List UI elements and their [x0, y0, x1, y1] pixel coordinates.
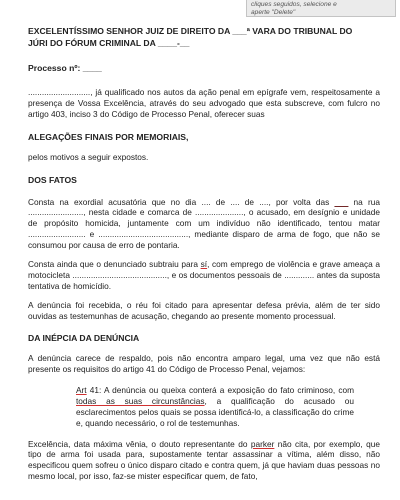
fatos-p2-text-c: , com emprego de violência e grave ameaça a motocicleta ........................................., e os documentos pessoais de ............. antes da suposta tentativa de homicídio. — [28, 259, 380, 291]
fatos-paragraph-2 — [28, 259, 380, 292]
title-line-2: JÚRI DO FÓRUM CRIMINAL DA ____-__ — [28, 37, 190, 48]
final-paragraph — [28, 439, 380, 483]
final-text-a: Excelência, data máxima vênia, o douto representante do — [28, 438, 251, 449]
intro-paragraph: ..........................., já qualificado nos autos da ação penal em epígrafe vem, respeitosamente a presença de Vossa Excelência, através do seu advogado que esta subscreve, com fulcro no artigo 403, inciso 3 do Código de Processo Penal, oferecer suas — [28, 86, 380, 119]
alegacoes-heading: ALEGAÇÕES FINAIS POR MEMORIAIS, — [28, 131, 189, 142]
title-line-1: EXCELENTÍSSIMO SENHOR JUIZ DE DIREITO DA ___ª VARA DO TRIBUNAL DO — [28, 26, 353, 36]
processo-number: Processo nº: ____ — [28, 63, 102, 73]
quote-text-b: 41: A denúncia ou queixa conterá a exposição do fato criminoso, com — [86, 384, 354, 395]
fatos-p1-text-a: Consta na exordial acusatória que no dia .... de .... de ...., por volta das — [28, 196, 335, 207]
final-text-c: não cita, por exemplo, que tipo de arma foi usada para, supostamente tentar assassinar a vítima, além disso, não especificou quem sofreu o único disparo citado e contra quem, já que haviam duas pessoas no mesmo local, por isso, faz-se mister especificar quem, de fato, — [28, 438, 380, 482]
spellcheck-mark: sí — [200, 259, 208, 270]
spellcheck-mark: ___ — [334, 196, 349, 207]
fatos-paragraph-1 — [28, 197, 380, 252]
inepcia-heading: DA INÉPCIA DA DENÚNCIA — [28, 332, 140, 343]
article-quote — [76, 385, 354, 429]
motivos-paragraph: pelos motivos a seguir expostos. — [28, 152, 149, 163]
document-title — [28, 26, 380, 49]
fatos-p1-text-c: na rua ........................, nesta cidade e comarca de ....................., o acusado, em desígnio e unidade de propósito homicida, juntamente com um indivíduo não identificado, tentou matar ......................... e ......................................., mediante disparo de arma de fogo, que não se consumou por causa de erro de pontaria. — [28, 196, 380, 251]
document-body — [28, 18, 380, 482]
fatos-p2-text-a: Consta ainda que o denunciado subtraiu para — [28, 259, 201, 270]
comment-line-2: aperte "Delete" — [251, 8, 296, 16]
spellcheck-mark: parker — [250, 438, 275, 449]
comment-line-1: cliques seguidos, selecione e — [251, 1, 337, 8]
comment-balloon[interactable] — [246, 0, 396, 17]
quote-text-d: , a qualificação do acusado ou esclarecimentos pelos quais se possa identificá-lo, a classificação do crime e, quando necessário, o rol de testemunhas. — [76, 395, 354, 428]
grammar-mark: todas as suas circunstâncias — [76, 395, 205, 406]
fatos-paragraph-3: A denúncia foi recebida, o réu foi citado para apresentar defesa prévia, além de ter sido ouvidas as testemunhas de acusação, chegando ao presente momento processual. — [28, 299, 380, 321]
spellcheck-mark: Art — [76, 384, 87, 395]
inepcia-paragraph: A denúncia carece de respaldo, pois não encontra amparo legal, uma vez que não está presente os requisitos do artigo 41 do Código de Processo Penal, vejamos: — [28, 353, 380, 374]
fatos-heading: DOS FATOS — [28, 175, 77, 186]
